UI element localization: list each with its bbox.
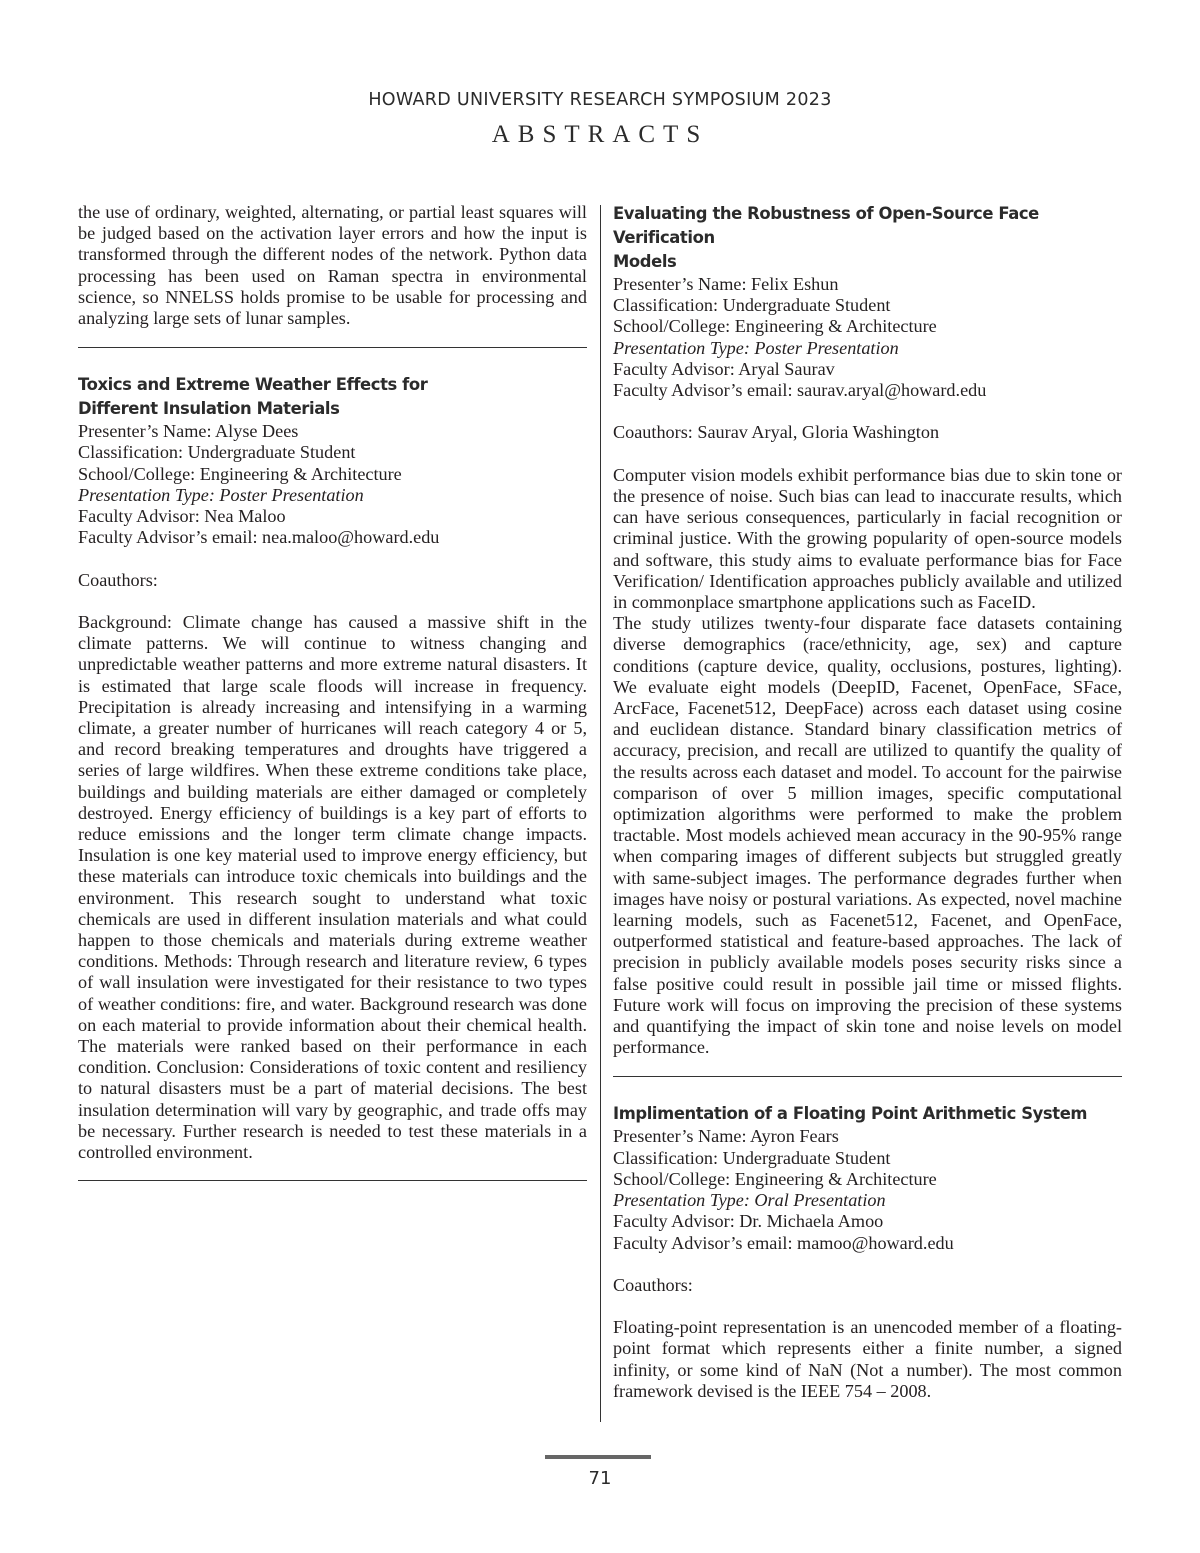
abstract-face-verification (613, 202, 1122, 1058)
abstract-insulation (78, 373, 587, 1163)
symposium-title: HOWARD UNIVERSITY RESEARCH SYMPOSIUM 2023 (368, 90, 832, 110)
page-header (0, 90, 1200, 149)
coauthors: Coauthors: Saurav Aryal, Gloria Washington (613, 422, 940, 443)
school-college: School/College: Engineering & Architecture (613, 316, 937, 337)
abstract-body-paragraph: Computer vision models exhibit performance bias due to skin tone or the presence of noise. Such bias can lead to inaccurate results, which can have serious consequences, particularly in facial recognition or criminal justice. With the growing popularity of open-source models and software, this study aims to evaluate performance bias for Face Verification/ Identification approaches publicly available and utilized in commonplace smartphone applications such as FaceID. (613, 464, 1122, 613)
abstract-body: Floating-point representation is an unencoded member of a floating-point format which represents either a finite number, a signed infinity, or some kind of NaN (Not a number). The most common framework devised is the IEEE 754 – 2008. (613, 1317, 1122, 1401)
presentation-type: Presentation Type: Poster Presentation (78, 484, 364, 505)
abstract-body: Background: Climate change has caused a massive shift in the climate patterns. We will continue to witness changing and unpredictable weather patterns and more extreme natural disasters. It is estimated that large scale floods will increase in frequency. Precipitation is already increasing and intensifying in a warming climate, a greater number of hurricanes will reach category 4 or 5, and record breaking temperatures and droughts have triggered a series of large wildfires. When these extreme conditions take place, buildings and building materials are either damaged or completely destroyed. Energy efficiency of buildings is a key part of efforts to reduce emissions and the longer term climate change impacts. Insulation is one key material used to improve energy efficiency, but these materials can introduce toxic chemicals into buildings and the environment. This research sought to understand what toxic chemicals are used in different insulation materials and what could happen to those chemicals and materials during extreme weather conditions. Methods: Through research and literature review, 6 types of wall insulation were investigated for their resistance to two types of weather conditions: fire, and water. Background research was done on each material to provide information about their chemical health. The materials were ranked based on their performance in each condition. Conclusion: Considerations of toxic content and resiliency to natural disasters must be a part of material decisions. The best insulation determination will vary by geographic, and trade offs may be necessary. Further research is needed to test these materials in a controlled environment. (78, 612, 587, 1163)
coauthors: Coauthors: (613, 1274, 693, 1295)
page-number: 71 (588, 1468, 612, 1489)
abstract-title-line2: Models (613, 252, 677, 271)
presentation-type: Presentation Type: Poster Presentation (613, 337, 899, 358)
coauthors: Coauthors: (78, 569, 158, 590)
continuation-text: the use of ordinary, weighted, alternating, or partial least squares will be judged based on the activation layer errors and how the input is transformed through the different nodes of the network. Python data processing has been used on Raman spectra in environmental science, so NNELSS holds promise to be usable for processing and analyzing large sets of lunar samples. (78, 202, 587, 329)
presenter-name: Presenter’s Name: Felix Eshun (613, 274, 839, 294)
abstract-title-line1: Toxics and Extreme Weather Effects for (78, 375, 428, 395)
school-college: School/College: Engineering & Architecture (613, 1168, 937, 1189)
faculty-advisor: Faculty Advisor: Aryal Saurav (613, 358, 835, 379)
left-column (78, 202, 587, 1181)
classification: Classification: Undergraduate Student (613, 1147, 891, 1168)
abstract-floating-point (613, 1102, 1122, 1402)
faculty-advisor: Faculty Advisor: Dr. Michaela Amoo (613, 1211, 884, 1232)
footer-bar (545, 1455, 651, 1459)
section-title: ABSTRACTS (491, 121, 709, 148)
column-divider (600, 205, 601, 1422)
right-column (613, 202, 1122, 1402)
school-college: School/College: Engineering & Architecture (78, 463, 402, 484)
faculty-advisor-email: Faculty Advisor’s email: saurav.aryal@howard.edu (613, 380, 987, 401)
classification: Classification: Undergraduate Student (613, 295, 891, 316)
presentation-type: Presentation Type: Oral Presentation (613, 1190, 886, 1211)
abstract-title: Implimentation of a Floating Point Arithmetic System (613, 1104, 1088, 1124)
abstract-title-line1: Evaluating the Robustness of Open-Source Face Verification (613, 204, 1039, 247)
abstract-title-line2: Different Insulation Materials (78, 399, 340, 419)
presenter-name: Presenter’s Name: Ayron Fears (613, 1126, 839, 1147)
faculty-advisor-email: Faculty Advisor’s email: mamoo@howard.edu (613, 1232, 954, 1253)
presenter-name: Presenter’s Name: Alyse Dees (78, 421, 299, 442)
section-rule (78, 1180, 587, 1181)
faculty-advisor-email: Faculty Advisor’s email: nea.maloo@howard.edu (78, 527, 440, 548)
faculty-advisor: Faculty Advisor: Nea Maloo (78, 506, 286, 527)
classification: Classification: Undergraduate Student (78, 442, 356, 463)
abstract-body-paragraph: The study utilizes twenty-four disparate face datasets containing diverse demographics (race/ethnicity, age, sex) and capture conditions (capture device, quality, occlusions, postures, lighting). We evaluate eight models (DeepID, Facenet, OpenFace, SFace, ArcFace, Facenet512, DeepFace) across each dataset using cosine and euclidean distance. Standard binary classification metrics of accuracy, precision, and recall are utilized to quantify the quality of the results across each dataset and model. To account for the pairwise comparison of over 5 million images, specific computational optimization algorithms were performed to make the problem tractable. Most models achieved mean accuracy in the 90-95% range when comparing images of different subjects but struggled greatly with same-subject images. The performance degrades further when images have noisy or postural variations. As expected, novel machine learning models, such as Facenet512, Facenet, and OpenFace, outperformed statistical and feature-based approaches. The lack of precision in publicly available models poses security risks since a false positive could result in possible jail time or missed flights. Future work will focus on improving the precision of these systems and quantifying the impact of skin tone and noise levels on model performance. (613, 613, 1122, 1058)
